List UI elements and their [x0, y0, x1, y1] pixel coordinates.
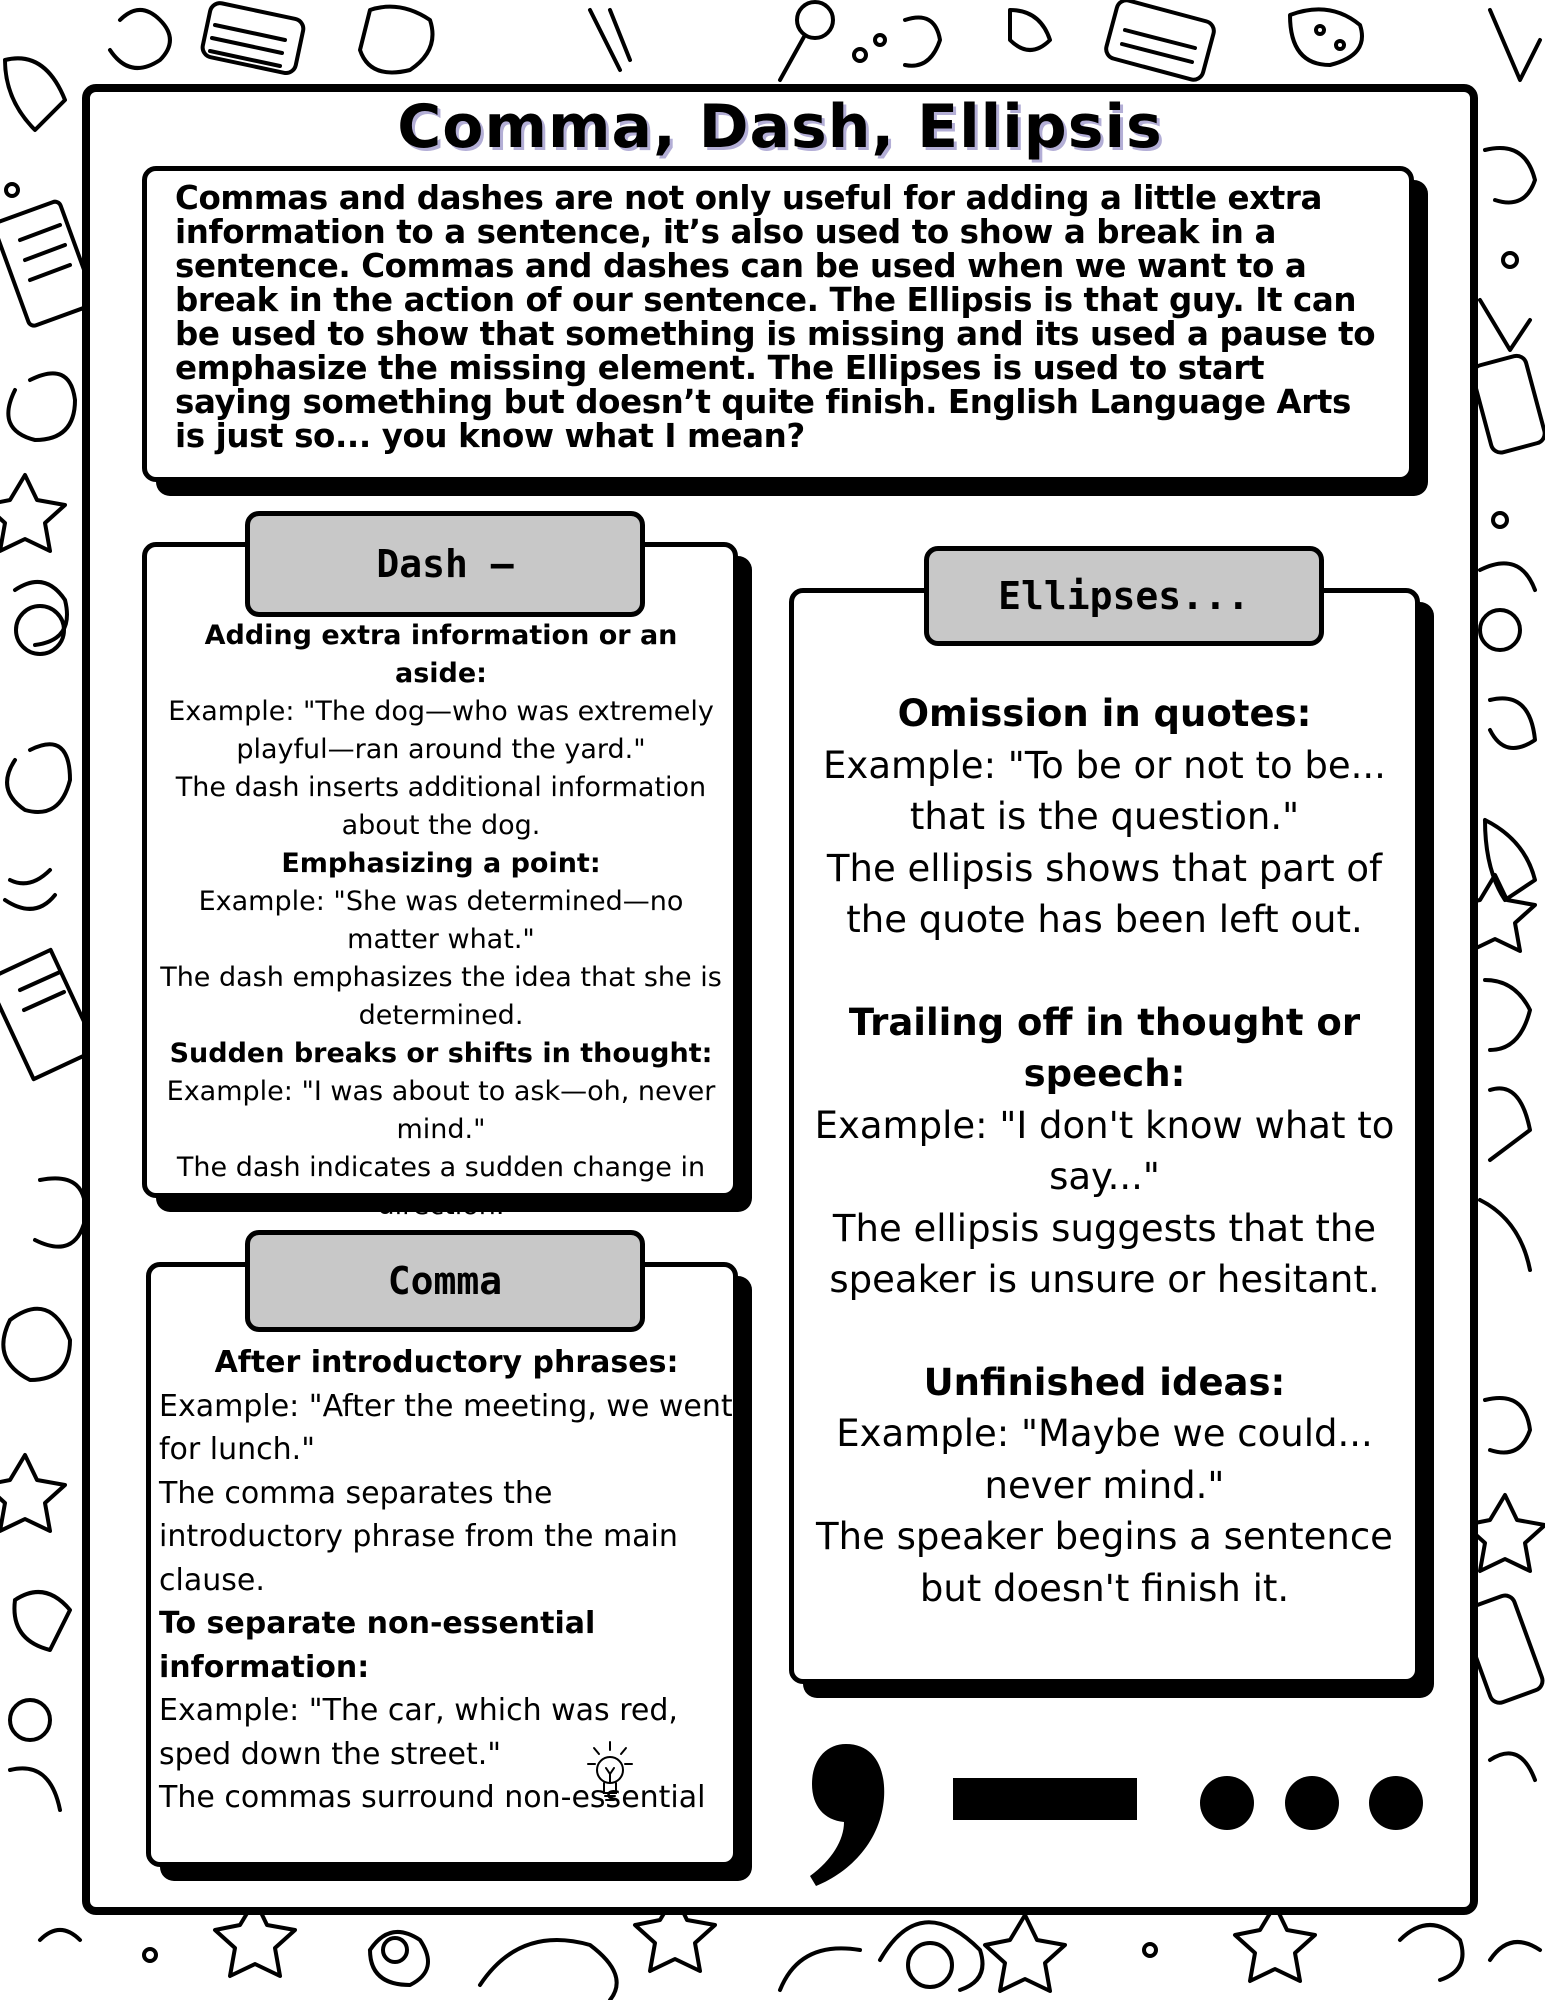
dash-tab: Dash – [245, 511, 645, 617]
ellipses-card-body [804, 688, 1405, 1614]
comma-card-text: The comma separates the introductory phrase from the main clause. [159, 1475, 678, 1598]
spacer [804, 1306, 1405, 1357]
ellipsis-dot-icon [1200, 1776, 1254, 1830]
dash-glyph-icon [953, 1778, 1137, 1820]
spacer [804, 946, 1405, 997]
page-title: Comma, Dash, Ellipsis [397, 92, 1163, 162]
ellipses-tab: Ellipses... [924, 546, 1324, 646]
dash-card-text: Example: "The dog—who was extremely playful—ran around the yard." [168, 696, 714, 765]
dash-card-heading: Sudden breaks or shifts in thought: [169, 1038, 713, 1069]
intro-paragraph-box [142, 166, 1414, 482]
comma-card [146, 1262, 738, 1867]
ellipses-card-text: Example: "Maybe we could... never mind." [836, 1412, 1373, 1507]
ellipses-card-heading: Trailing off in thought or speech: [848, 1000, 1361, 1095]
comma-card-heading: To separate non-essential information: [159, 1606, 596, 1685]
ellipses-card-text: The ellipsis suggests that the speaker is unsure or hesitant. [829, 1206, 1380, 1301]
dash-card-heading: Emphasizing a point: [281, 848, 601, 879]
comma-card-heading: After introductory phrases: [214, 1345, 679, 1380]
intro-text: Commas and dashes are not only useful for adding a little extra information to a sentence, it’s also used to show a break in a sentence. Commas and dashes can be used when we want to a break in the action of our sentence. The Ellipsis is that guy. It can be used to show that something is missing and its used a pause to emphasize the missing element. The Ellipses is used to start saying something but doesn’t quite finish. English Language Arts is just so... you know what I mean? [175, 179, 1376, 455]
lightbulb-icon [584, 1738, 636, 1810]
ellipsis-dot-icon [1285, 1776, 1339, 1830]
dash-card [142, 542, 738, 1221]
dash-card-text: Example: "I was about to ask—oh, never mind." [166, 1076, 716, 1145]
dash-card-text: Example: "She was determined—no matter what." [198, 886, 684, 955]
comma-card-text: Example: "After the meeting, we went for lunch." [159, 1388, 733, 1467]
ellipsis-dot-icon [1369, 1776, 1423, 1830]
comma-card-text: The commas surround non-essential [159, 1780, 706, 1815]
ellipses-card-heading: Omission in quotes: [897, 692, 1312, 735]
dash-card-text: The dash indicates a sudden change in direction. [176, 1152, 706, 1221]
ellipses-card-heading: Unfinished ideas: [923, 1360, 1286, 1404]
ellipses-card-text: The speaker begins a sentence but doesn't finish it. [816, 1515, 1393, 1610]
dash-card-text: The dash inserts additional information about the dog. [175, 772, 707, 841]
ellipses-card [789, 588, 1420, 1684]
comma-card-text: Example: "The car, which was red, sped down the street." [159, 1693, 678, 1772]
comma-card-body [159, 1341, 734, 1820]
dash-card-heading: Adding extra information or an aside: [204, 620, 678, 689]
dash-card-text: The dash emphasizes the idea that she is determined. [160, 962, 722, 1031]
ellipses-card-text: The ellipsis shows that part of the quote has been left out. [826, 846, 1383, 941]
dash-card-body [155, 617, 727, 1225]
comma-glyph-icon [806, 1740, 888, 1890]
ellipses-card-text: Example: "To be or not to be... that is the question." [823, 743, 1386, 838]
ellipses-card-text: Example: "I don't know what to say..." [814, 1103, 1395, 1198]
comma-tab: Comma [245, 1230, 645, 1332]
